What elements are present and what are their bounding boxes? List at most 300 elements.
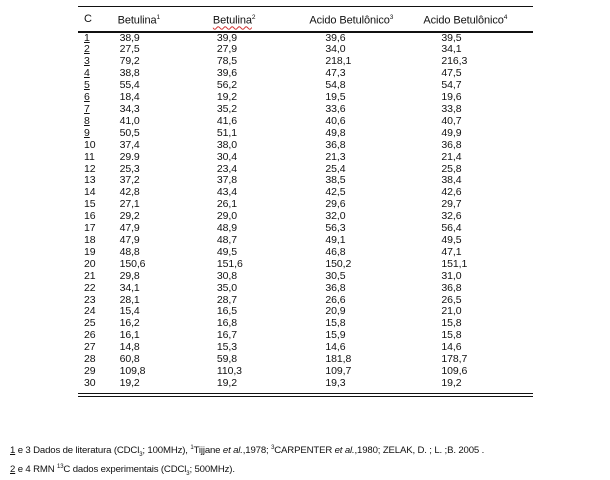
acido-betulonico-3-cell — [305, 259, 417, 271]
betulina-2-cell-value: 56,2 — [216, 79, 237, 92]
betulina-2-cell-value: 29,0 — [216, 210, 237, 223]
acido-betulonico-3-cell — [305, 199, 417, 211]
betulina-2-cell — [197, 378, 306, 393]
header-betulina-2-sup: 2 — [251, 14, 256, 21]
acido-betulonico-3-cell — [305, 175, 417, 187]
acido-betulonico-4-cell-value: 47,1 — [441, 245, 462, 258]
table-row — [78, 116, 533, 128]
acido-betulonico-3-cell-value: 56,3 — [325, 222, 346, 235]
header-betulina-2-label: Betulina — [212, 14, 252, 27]
acido-betulonico-3-cell — [305, 211, 417, 223]
footnote-2-lead: 2 — [10, 464, 16, 476]
table-row — [78, 259, 533, 271]
betulina-1-cell-value: 150,6 — [119, 257, 146, 270]
footnote-1-sup1: 1 — [190, 445, 194, 451]
betulina-2-cell-value: 41,6 — [216, 114, 237, 127]
header-acido-betulonico-3-label: Acido Betulônico — [309, 14, 390, 27]
table-row — [78, 330, 533, 342]
acido-betulonico-4-cell-value: 31,0 — [441, 269, 462, 282]
footnotes — [10, 442, 610, 480]
acido-betulonico-3-cell-value: 15,9 — [325, 329, 346, 342]
acido-betulonico-3-cell — [305, 318, 417, 330]
footnote-1-text-a: e 3 Dados de literatura (CDCl — [15, 445, 140, 457]
footnote-1-sup2: 3 — [271, 445, 275, 451]
acido-betulonico-3-cell-value: 54,8 — [325, 79, 346, 92]
table-row — [78, 140, 533, 152]
betulina-2-cell — [197, 140, 306, 152]
carbon-number-cell-value: 30 — [84, 376, 96, 389]
footnote-1-etal-1: et al. — [222, 445, 243, 457]
carbon-number-cell-value: 25 — [84, 317, 96, 330]
betulina-2-cell-value: 16,7 — [216, 329, 237, 342]
carbon-number-cell-value: 13 — [84, 174, 96, 187]
acido-betulonico-3-cell-value: 15,8 — [325, 317, 346, 330]
acido-betulonico-3-cell-value: 36,8 — [325, 138, 346, 151]
betulina-1-cell-value: 47,9 — [119, 222, 140, 235]
betulina-2-cell-value: 38,0 — [216, 138, 237, 151]
carbon-number-cell-value: 4 — [84, 67, 90, 80]
carbon-number-cell-value: 20 — [84, 257, 96, 270]
acido-betulonico-4-cell-value: 178,7 — [441, 353, 468, 366]
carbon-number-cell-value: 24 — [84, 305, 96, 318]
acido-betulonico-4-cell-value: 216,3 — [441, 55, 468, 68]
betulina-2-cell-value: 39,9 — [216, 31, 237, 44]
betulina-2-cell — [197, 330, 306, 342]
betulina-1-cell-value: 25,3 — [119, 162, 140, 175]
betulina-2-cell-value: 16,5 — [216, 305, 237, 318]
carbon-number-cell-value: 3 — [84, 55, 90, 68]
acido-betulonico-3-cell — [305, 342, 417, 354]
acido-betulonico-3-cell — [305, 187, 417, 199]
carbon-number-cell-value: 7 — [84, 103, 90, 115]
acido-betulonico-4-cell-value: 14,6 — [441, 341, 462, 354]
acido-betulonico-3-cell — [305, 295, 417, 307]
betulina-2-cell-value: 151,6 — [216, 257, 243, 270]
header-row — [78, 7, 533, 32]
footnote-2-sup: 13 — [57, 464, 64, 471]
footnote-1-lead: 1 — [10, 445, 16, 457]
table-row — [78, 56, 533, 68]
betulina-2-cell-value: 19,2 — [216, 376, 237, 389]
carbon-number-cell-value: 22 — [84, 281, 96, 294]
betulina-2-cell-value: 78,5 — [216, 55, 237, 68]
betulina-1-cell-value: 18,4 — [119, 91, 140, 104]
acido-betulonico-3-cell — [305, 152, 417, 164]
acido-betulonico-4-cell-value: 54,7 — [441, 79, 462, 92]
table-row — [78, 68, 533, 80]
betulina-1-cell-value: 38,9 — [119, 31, 140, 44]
carbon-number-cell-value: 8 — [84, 114, 90, 127]
acido-betulonico-3-cell — [305, 44, 417, 56]
betulina-2-cell — [197, 116, 306, 128]
acido-betulonico-3-cell-value: 21,3 — [325, 150, 346, 163]
acido-betulonico-4-cell-value: 56,4 — [441, 222, 462, 235]
footnote-1-etal-2: et al. — [334, 445, 355, 457]
betulina-1-cell-value: 60,8 — [119, 353, 140, 366]
acido-betulonico-4-cell — [417, 92, 533, 104]
acido-betulonico-3-cell — [305, 271, 417, 283]
acido-betulonico-3-cell — [305, 235, 417, 247]
table-row — [78, 211, 533, 223]
betulina-2-cell — [197, 152, 306, 164]
acido-betulonico-4-cell-value: 42,6 — [441, 186, 462, 199]
acido-betulonico-4-cell — [417, 128, 533, 140]
betulina-2-cell-value: 48,7 — [216, 233, 237, 246]
carbon-number-cell-value: 12 — [84, 162, 96, 175]
acido-betulonico-3-cell — [305, 128, 417, 140]
betulina-2-cell-value: 35,0 — [216, 281, 237, 294]
footnote-1-text-b: ; 100MHz), — [142, 445, 191, 457]
header-carbon-label: C — [84, 12, 92, 25]
acido-betulonico-3-cell-value: 109,7 — [325, 364, 352, 377]
carbon-number-cell-value: 14 — [84, 186, 96, 199]
header-acido-betulonico-3-sup: 3 — [389, 14, 394, 21]
carbon-number-cell-value: 6 — [84, 91, 90, 104]
betulina-1-cell-value: 42,8 — [119, 186, 140, 199]
table-row — [78, 223, 533, 235]
carbon-number-cell-value: 19 — [84, 245, 96, 258]
acido-betulonico-3-cell — [305, 140, 417, 152]
footnote-1-text-c: Tijjane — [193, 445, 223, 457]
table-row — [78, 295, 533, 307]
acido-betulonico-4-cell — [417, 342, 533, 354]
acido-betulonico-4-cell-value: 151,1 — [441, 257, 468, 270]
acido-betulonico-3-cell-value: 150,2 — [325, 257, 352, 270]
betulina-2-cell — [197, 283, 306, 295]
betulina-1-cell-value: 48,8 — [119, 245, 140, 258]
table-row — [78, 175, 533, 187]
acido-betulonico-4-cell — [417, 44, 533, 56]
acido-betulonico-3-cell-value: 49,8 — [325, 126, 346, 139]
acido-betulonico-3-cell-value: 20,9 — [325, 305, 346, 318]
betulina-2-cell-value: 37,8 — [216, 174, 237, 187]
betulina-1-cell-value: 16,2 — [119, 317, 140, 330]
betulina-2-cell-value: 30,4 — [216, 150, 237, 163]
table-row — [78, 199, 533, 211]
acido-betulonico-3-cell-value: 218,1 — [325, 55, 352, 68]
betulina-1-cell-value: 47,9 — [119, 233, 140, 246]
acido-betulonico-3-cell — [305, 56, 417, 68]
betulina-2-cell — [197, 128, 306, 140]
betulina-2-cell — [197, 175, 306, 187]
acido-betulonico-3-cell-value: 33,6 — [325, 103, 346, 115]
acido-betulonico-4-cell — [417, 354, 533, 366]
betulina-1-cell-value: 50,5 — [119, 126, 140, 139]
table-row — [78, 128, 533, 140]
acido-betulonico-4-cell-value: 15,8 — [441, 317, 462, 330]
table-bottom-rule — [78, 393, 533, 397]
acido-betulonico-4-cell — [417, 199, 533, 211]
acido-betulonico-3-cell — [305, 283, 417, 295]
acido-betulonico-4-cell-value: 21,4 — [441, 150, 462, 163]
betulina-2-cell — [197, 104, 306, 116]
table-row — [78, 32, 533, 45]
betulina-2-cell-value: 15,3 — [216, 341, 237, 354]
acido-betulonico-3-cell-value: 40,6 — [325, 114, 346, 127]
acido-betulonico-4-cell-value: 25,8 — [441, 162, 462, 175]
betulina-1-cell — [118, 378, 197, 393]
acido-betulonico-4-cell-value: 49,9 — [441, 126, 462, 139]
acido-betulonico-4-cell-value: 33,8 — [441, 103, 462, 115]
footnote-2-text-c: ; 500MHz). — [189, 464, 235, 476]
acido-betulonico-3-cell — [305, 32, 417, 45]
acido-betulonico-3-cell — [305, 378, 417, 393]
acido-betulonico-4-cell — [417, 378, 533, 393]
acido-betulonico-4-cell — [417, 104, 533, 116]
footnote-line-1 — [10, 442, 610, 461]
betulina-2-cell-value: 23,4 — [216, 162, 237, 175]
betulina-2-cell-value: 27,9 — [216, 43, 237, 56]
carbon-number-cell-value: 1 — [84, 31, 90, 44]
betulina-2-cell — [197, 187, 306, 199]
betulina-2-cell — [197, 306, 306, 318]
betulina-1-cell-value: 27,1 — [119, 198, 140, 211]
betulina-2-cell-value: 43,4 — [216, 186, 237, 199]
betulina-2-cell — [197, 44, 306, 56]
table-row — [78, 235, 533, 247]
acido-betulonico-4-cell — [417, 330, 533, 342]
betulina-2-cell — [197, 318, 306, 330]
acido-betulonico-3-cell-value: 39,6 — [325, 31, 346, 44]
betulina-2-cell-value: 51,1 — [216, 126, 237, 139]
betulina-2-cell-value: 16,8 — [216, 317, 237, 330]
acido-betulonico-4-cell — [417, 56, 533, 68]
betulina-2-cell-value: 30,8 — [216, 269, 237, 282]
betulina-2-cell-value: 26,1 — [216, 198, 237, 211]
carbon-number-cell-value: 27 — [84, 341, 96, 354]
acido-betulonico-3-cell-value: 42,5 — [325, 186, 346, 199]
carbon-number-cell-value: 18 — [84, 233, 96, 246]
betulina-2-cell — [197, 80, 306, 92]
acido-betulonico-4-cell-value: 39,5 — [441, 31, 462, 44]
acido-betulonico-3-cell — [305, 223, 417, 235]
acido-betulonico-4-cell-value: 26,5 — [441, 293, 462, 306]
betulina-1-cell-value: 14,8 — [119, 341, 140, 354]
betulina-1-cell-value: 19,2 — [119, 376, 140, 389]
betulina-2-cell — [197, 366, 306, 378]
betulina-1-cell-value: 38,8 — [119, 67, 140, 80]
acido-betulonico-4-cell-value: 19,2 — [441, 376, 462, 389]
acido-betulonico-4-cell — [417, 295, 533, 307]
betulina-1-cell-value: 34,3 — [119, 103, 140, 115]
betulina-2-cell — [197, 92, 306, 104]
betulina-2-cell — [197, 68, 306, 80]
acido-betulonico-4-cell-value: 38,4 — [441, 174, 462, 187]
acido-betulonico-4-cell-value: 19,6 — [441, 91, 462, 104]
betulina-1-cell-value: 109,8 — [119, 364, 146, 377]
header-acido-betulonico-4-label: Acido Betulônico — [423, 14, 504, 27]
carbon-number-cell-value: 29 — [84, 364, 96, 377]
acido-betulonico-3-cell — [305, 68, 417, 80]
acido-betulonico-3-cell — [305, 306, 417, 318]
acido-betulonico-3-cell — [305, 80, 417, 92]
header-acido-betulonico-4 — [417, 7, 533, 32]
betulina-2-cell-value: 110,3 — [216, 364, 242, 377]
betulina-2-cell-value: 48,9 — [216, 222, 237, 235]
table-row — [78, 366, 533, 378]
table-row — [78, 306, 533, 318]
table-row — [78, 271, 533, 283]
acido-betulonico-3-cell-value: 14,6 — [325, 341, 346, 354]
betulina-2-cell — [197, 211, 306, 223]
acido-betulonico-3-cell — [305, 164, 417, 176]
acido-betulonico-4-cell — [417, 247, 533, 259]
header-betulina-1 — [118, 7, 197, 32]
acido-betulonico-4-cell — [417, 259, 533, 271]
table-row — [78, 378, 533, 393]
carbon-number-cell-value: 17 — [84, 222, 96, 235]
table-row — [78, 152, 533, 164]
betulina-2-cell — [197, 199, 306, 211]
acido-betulonico-4-cell-value: 40,7 — [441, 114, 462, 127]
header-betulina-1-label: Betulina — [117, 14, 157, 27]
betulina-2-cell — [197, 56, 306, 68]
betulina-1-cell-value: 15,4 — [119, 305, 140, 318]
betulina-2-cell — [197, 271, 306, 283]
betulina-2-cell — [197, 164, 306, 176]
carbon-number-cell-value: 5 — [84, 79, 90, 92]
betulina-1-cell-value: 29,8 — [119, 269, 140, 282]
acido-betulonico-3-cell — [305, 92, 417, 104]
header-acido-betulonico-3 — [305, 7, 417, 32]
acido-betulonico-3-cell — [305, 330, 417, 342]
acido-betulonico-4-cell — [417, 366, 533, 378]
acido-betulonico-4-cell-value: 21,0 — [441, 305, 462, 318]
acido-betulonico-4-cell — [417, 271, 533, 283]
acido-betulonico-4-cell — [417, 235, 533, 247]
nmr-data-table — [78, 6, 533, 393]
acido-betulonico-4-cell — [417, 80, 533, 92]
betulina-2-cell — [197, 247, 306, 259]
acido-betulonico-4-cell-value: 32,6 — [441, 210, 462, 223]
carbon-number-cell-value: 15 — [84, 198, 96, 211]
acido-betulonico-3-cell — [305, 366, 417, 378]
betulina-2-cell-value: 28,7 — [216, 293, 237, 306]
acido-betulonico-4-cell-value: 36,8 — [441, 281, 462, 294]
carbon-number-cell-value: 10 — [84, 138, 96, 151]
acido-betulonico-4-cell-value: 29,7 — [441, 198, 462, 211]
carbon-number-cell-value: 9 — [84, 126, 90, 139]
table-row — [78, 164, 533, 176]
betulina-2-cell — [197, 354, 306, 366]
acido-betulonico-3-cell-value: 38,5 — [325, 174, 346, 187]
acido-betulonico-3-cell-value: 34,0 — [325, 43, 346, 56]
acido-betulonico-4-cell-value: 34,1 — [441, 43, 462, 56]
acido-betulonico-4-cell — [417, 211, 533, 223]
table-body — [78, 32, 533, 393]
betulina-2-cell — [197, 259, 306, 271]
header-acido-betulonico-4-sup: 4 — [503, 14, 508, 21]
acido-betulonico-3-cell-value: 181,8 — [325, 353, 352, 366]
acido-betulonico-3-cell-value: 47,3 — [325, 67, 346, 80]
acido-betulonico-3-cell — [305, 104, 417, 116]
header-carbon — [78, 7, 118, 32]
header-betulina-2 — [197, 7, 306, 32]
acido-betulonico-4-cell-value: 47,5 — [441, 67, 462, 80]
footnote-1-text-d: ,1978; — [242, 445, 272, 457]
acido-betulonico-3-cell-value: 19,3 — [325, 376, 346, 389]
acido-betulonico-4-cell — [417, 68, 533, 80]
header-betulina-1-sup: 1 — [156, 14, 161, 21]
carbon-number-cell-value: 21 — [84, 269, 96, 282]
table-row — [78, 318, 533, 330]
acido-betulonico-3-cell-value: 46,8 — [325, 245, 346, 258]
betulina-1-cell-value: 27,5 — [119, 43, 140, 56]
betulina-2-cell — [197, 295, 306, 307]
acido-betulonico-3-cell-value: 26,6 — [325, 293, 346, 306]
acido-betulonico-4-cell — [417, 152, 533, 164]
acido-betulonico-4-cell — [417, 318, 533, 330]
table-header — [78, 7, 533, 32]
betulina-1-cell-value: 41,0 — [119, 114, 140, 127]
acido-betulonico-3-cell-value: 32,0 — [325, 210, 346, 223]
betulina-2-cell — [197, 32, 306, 45]
footnote-2-text-a: e 4 RMN — [15, 464, 58, 476]
betulina-2-cell-value: 19,2 — [216, 91, 237, 104]
betulina-1-cell-value: 37,2 — [119, 174, 140, 187]
footnote-1-text-e: CARPENTER — [274, 445, 335, 457]
acido-betulonico-4-cell — [417, 223, 533, 235]
acido-betulonico-4-cell — [417, 140, 533, 152]
acido-betulonico-3-cell — [305, 247, 417, 259]
betulina-1-cell-value: 37,4 — [119, 138, 140, 151]
betulina-1-cell-value: 29,2 — [119, 210, 140, 223]
acido-betulonico-3-cell-value: 25,4 — [325, 162, 346, 175]
acido-betulonico-4-cell — [417, 164, 533, 176]
footnote-1-text-f: ,1980; ZELAK, D. ; L. ;B. 2005 . — [354, 445, 485, 457]
betulina-1-cell-value: 55,4 — [119, 79, 140, 92]
acido-betulonico-4-cell-value: 109,6 — [441, 364, 468, 377]
carbon-number-cell-value: 23 — [84, 293, 96, 306]
acido-betulonico-3-cell — [305, 354, 417, 366]
betulina-2-cell — [197, 223, 306, 235]
acido-betulonico-3-cell-value: 49,1 — [325, 233, 346, 246]
acido-betulonico-4-cell-value: 49,5 — [441, 233, 462, 246]
table-row — [78, 104, 533, 116]
betulina-2-cell — [197, 235, 306, 247]
acido-betulonico-4-cell — [417, 116, 533, 128]
betulina-2-cell-value: 49,5 — [216, 245, 237, 258]
betulina-1-cell-value: 28,1 — [119, 293, 140, 306]
table-row — [78, 187, 533, 199]
acido-betulonico-4-cell-value: 15,8 — [441, 329, 462, 342]
footnote-2-sub: 3 — [186, 471, 190, 478]
acido-betulonico-3-cell-value: 19,5 — [325, 91, 346, 104]
betulina-2-cell-value: 35,2 — [216, 103, 237, 115]
carbon-number-cell-value: 28 — [84, 353, 96, 366]
footnote-1-sub: 3 — [139, 452, 143, 459]
betulina-1-cell-value: 79,2 — [119, 55, 140, 68]
footnote-2-text-b: C dados experimentais (CDCl — [63, 464, 187, 476]
acido-betulonico-3-cell-value: 36,8 — [325, 281, 346, 294]
footnote-line-2 — [10, 461, 610, 480]
carbon-number-cell-value: 16 — [84, 210, 96, 223]
table-row — [78, 283, 533, 295]
acido-betulonico-4-cell — [417, 283, 533, 295]
acido-betulonico-3-cell — [305, 116, 417, 128]
table-row — [78, 80, 533, 92]
nmr-data-table-container — [78, 6, 533, 397]
carbon-number-cell-value: 2 — [84, 43, 90, 56]
table-row — [78, 92, 533, 104]
acido-betulonico-3-cell-value: 29,6 — [325, 198, 346, 211]
acido-betulonico-4-cell — [417, 187, 533, 199]
carbon-number-cell — [78, 378, 118, 393]
acido-betulonico-4-cell-value: 36,8 — [441, 138, 462, 151]
betulina-2-cell — [197, 342, 306, 354]
betulina-1-cell-value: 16,1 — [119, 329, 140, 342]
betulina-1-cell-value: 29.9 — [119, 150, 140, 163]
